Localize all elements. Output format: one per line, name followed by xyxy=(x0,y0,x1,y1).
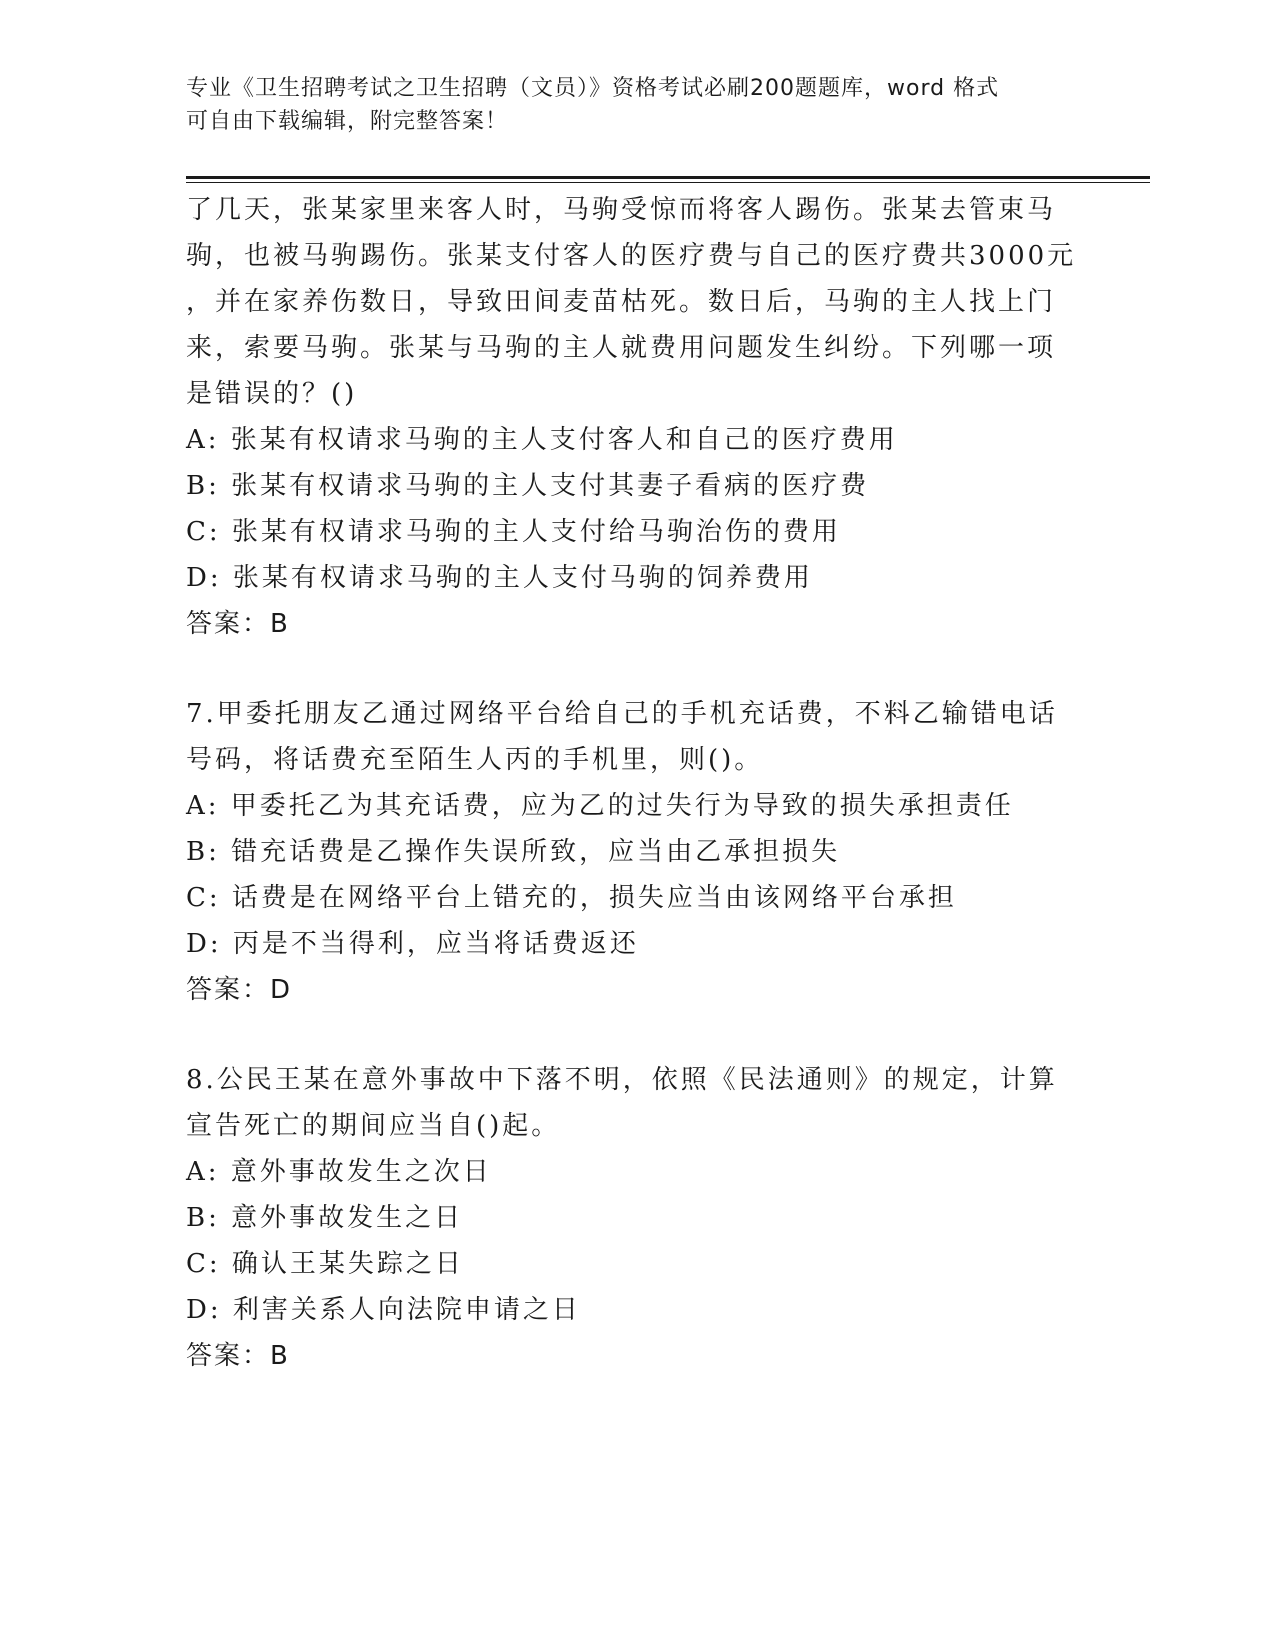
answer-label: 答案：B xyxy=(186,609,290,639)
option-a: A: 甲委托乙为其充话费，应为乙的过失行为导致的损失承担责任 xyxy=(186,791,1014,821)
option-b: B: 张某有权请求马驹的主人支付其妻子看病的医疗费 xyxy=(186,471,870,501)
option-d: D: 张某有权请求马驹的主人支付马驹的饲养费用 xyxy=(186,563,813,593)
question-spacer xyxy=(186,1013,1086,1057)
question-stem-line: 来，索要马驹。张某与马驹的主人就费用问题发生纠纷。下列哪一项 xyxy=(186,333,1057,363)
option-a: A: 张某有权请求马驹的主人支付客人和自己的医疗费用 xyxy=(186,425,898,455)
header-title-line-2: 可自由下载编辑，附完整答案！ xyxy=(186,109,509,134)
question-8 xyxy=(186,1057,1086,1379)
question-stem-line: 8.公民王某在意外事故中下落不明，依照《民法通则》的规定，计算 xyxy=(186,1065,1058,1095)
header-rule-thin xyxy=(186,182,1150,183)
question-stem-line: 号码，将话费充至陌生人丙的手机里，则()。 xyxy=(186,745,764,775)
question-stem-line: 宣告死亡的期间应当自()起。 xyxy=(186,1111,561,1141)
answer-label: 答案：D xyxy=(186,975,293,1005)
question-stem-line: 了几天，张某家里来客人时，马驹受惊而将客人踢伤。张某去管束马 xyxy=(186,195,1057,225)
page-header xyxy=(186,72,1086,138)
option-c: C: 张某有权请求马驹的主人支付给马驹治伤的费用 xyxy=(186,517,841,547)
header-rule-thick xyxy=(186,176,1150,179)
option-d: D: 利害关系人向法院申请之日 xyxy=(186,1295,581,1325)
option-b: B: 意外事故发生之日 xyxy=(186,1203,464,1233)
question-stem-line: ，并在家养伤数日，导致田间麦苗枯死。数日后，马驹的主人找上门 xyxy=(186,287,1057,317)
option-c: C: 话费是在网络平台上错充的，损失应当由该网络平台承担 xyxy=(186,883,957,913)
question-6 xyxy=(186,187,1086,647)
option-d: D: 丙是不当得利，应当将话费返还 xyxy=(186,929,639,959)
question-stem-line: 驹，也被马驹踢伤。张某支付客人的医疗费与自己的医疗费共3000元 xyxy=(186,241,1077,271)
option-b: B: 错充话费是乙操作失误所致，应当由乙承担损失 xyxy=(186,837,841,867)
question-stem-line: 是错误的？() xyxy=(186,379,358,409)
question-body xyxy=(186,187,1086,1379)
option-c: C: 确认王某失踪之日 xyxy=(186,1249,464,1279)
question-7 xyxy=(186,691,1086,1013)
question-spacer xyxy=(186,647,1086,691)
header-title-line-1: 专业《卫生招聘考试之卫生招聘（文员）》资格考试必刷200题题库，word 格式 xyxy=(186,76,1000,101)
option-a: A: 意外事故发生之次日 xyxy=(186,1157,492,1187)
question-stem-line: 7.甲委托朋友乙通过网络平台给自己的手机充话费，不料乙输错电话 xyxy=(186,699,1058,729)
answer-label: 答案：B xyxy=(186,1341,290,1371)
